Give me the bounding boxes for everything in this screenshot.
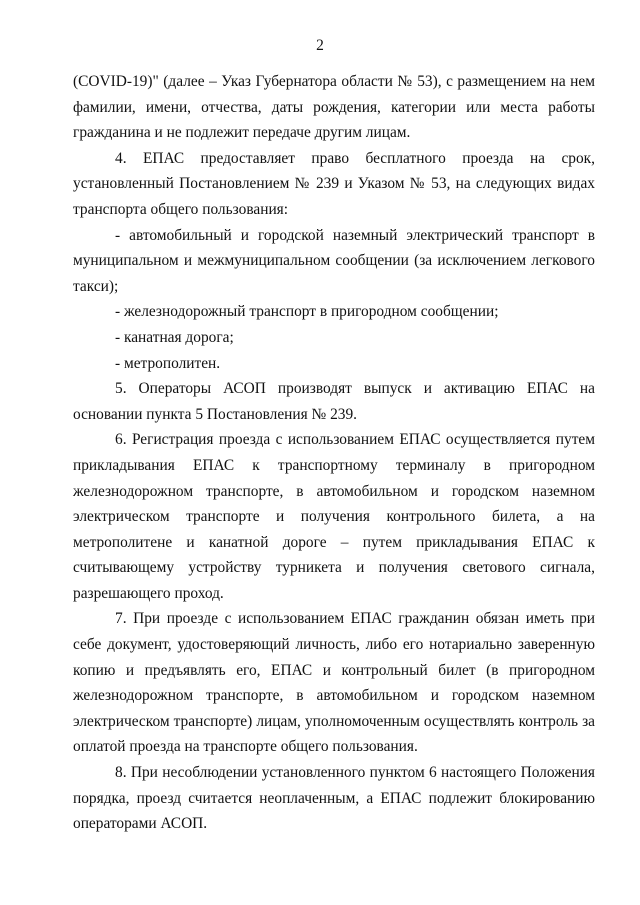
page-number: 2	[316, 37, 324, 54]
list-item-cable-car: - канатная дорога;	[115, 328, 234, 346]
paragraph-item-5: 5. Операторы АСОП производят выпуск и активацию ЕПАС на основании пункта 5 Постановления № 239.	[73, 380, 595, 423]
paragraph-item-8: 8. При несоблюдении установленного пунктом 6 настоящего Положения порядка, проезд считается неоплаченным, а ЕПАС подлежит блокированию операторами АСОП.	[73, 764, 595, 833]
list-item-metro: - метрополитен.	[115, 354, 221, 372]
document-body	[73, 69, 595, 837]
paragraph-item-7: 7. При проезде с использованием ЕПАС гражданин обязан иметь при себе документ, удостоверяющий личность, либо его нотариально заверенную копию и предъявлять его, ЕПАС и контрольный билет (в пригородном железнодорожном транспорте, в автомобильном и городском наземном электрическом транспорте) лицам, уполномоченным осуществлять контроль за оплатой проезда на транспорте общего пользования.	[73, 610, 595, 756]
paragraph-item-6: 6. Регистрация проезда с использованием ЕПАС осуществляется путем прикладывания ЕПАС к транспортному терминалу в пригородном железнодорожном транспорте, в автомобильном и городском наземном электрическом транспорте и получения контрольного билета, а на метрополитене и канатной дороге – путем прикладывания ЕПАС к считывающему устройству турникета и получения светового сигнала, разрешающего проход.	[73, 431, 595, 602]
paragraph-continuation: (COVID-19)" (далее – Указ Губернатора области № 53), с размещением на нем фамилии, имени, отчества, даты рождения, категории или места работы гражданина и не подлежит передаче другим лицам.	[73, 73, 595, 142]
list-item-auto-transport: - автомобильный и городской наземный электрический транспорт в муниципальном и межмуниципальном сообщении (за исключением легкового такси);	[73, 226, 595, 295]
paragraph-item-4: 4. ЕПАС предоставляет право бесплатного проезда на срок, установленный Постановлением № 239 и Указом № 53, на следующих видах транспорта общего пользования:	[73, 149, 595, 218]
list-item-railway: - железнодорожный транспорт в пригородном сообщении;	[115, 303, 499, 321]
